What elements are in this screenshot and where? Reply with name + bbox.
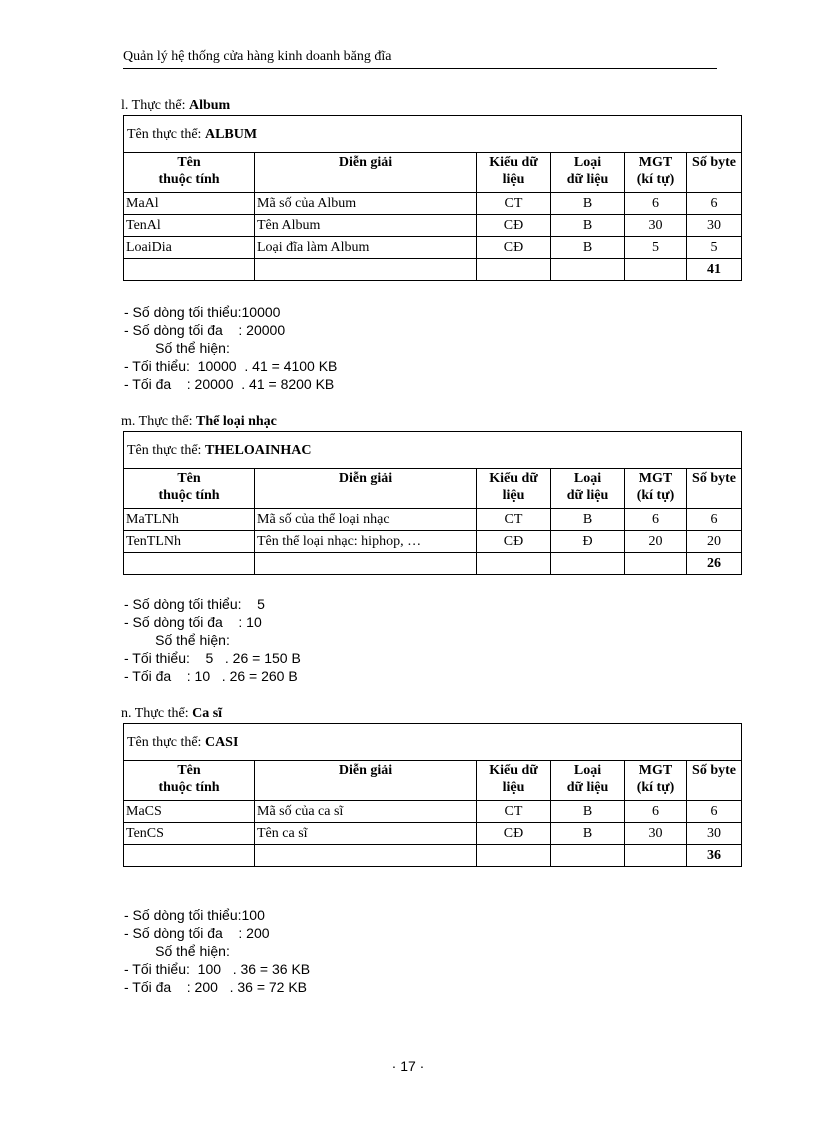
cell: B <box>551 237 625 259</box>
stat-line: - Tối đa : 10 . 26 = 260 B <box>124 668 298 684</box>
stat-line: - Số dòng tối đa : 20000 <box>124 322 286 338</box>
stat-line: - Số dòng tối đa : 200 <box>124 925 270 941</box>
cell: B <box>551 215 625 237</box>
stat-line: - Tối đa : 200 . 36 = 72 KB <box>124 979 308 995</box>
table-row <box>124 801 742 823</box>
stat-line: - Tối thiểu: 5 . 26 = 150 B <box>124 650 301 666</box>
entity-name-cell <box>124 432 742 469</box>
cell: Mã số của Album <box>255 193 477 215</box>
cell: Loại đĩa làm Album <box>255 237 477 259</box>
entity-name: ALBUM <box>204 126 258 142</box>
cell: MaCS <box>124 801 255 823</box>
col-header-attr-name: Tên thuộc tính <box>124 153 255 193</box>
entity-name: THELOAINHAC <box>204 442 312 458</box>
section-entity-title: Ca sĩ <box>192 706 223 721</box>
stats-block <box>124 906 310 996</box>
stat-line: - Tối thiểu: 100 . 36 = 36 KB <box>124 961 311 977</box>
stat-line: Số thể hiện: <box>124 632 230 648</box>
cell: B <box>551 801 625 823</box>
col-header-bytes: Số byte <box>687 469 742 509</box>
cell: CT <box>477 801 551 823</box>
col-header-mgt: MGT (kí tự) <box>625 153 687 193</box>
table-row <box>124 823 742 845</box>
cell: TenCS <box>124 823 255 845</box>
stats-block <box>124 595 301 685</box>
cell: Tên ca sĩ <box>255 823 477 845</box>
section-prefix: m. Thực thể: <box>121 414 196 429</box>
section-title <box>121 706 222 722</box>
cell: 6 <box>625 193 687 215</box>
total-row <box>124 553 742 575</box>
stat-line: - Số dòng tối thiểu:100 <box>124 907 265 923</box>
total-bytes: 26 <box>687 553 742 575</box>
cell: 5 <box>625 237 687 259</box>
cell: B <box>551 823 625 845</box>
table-row <box>124 509 742 531</box>
stat-line: Số thể hiện: <box>124 340 230 356</box>
table-row <box>124 237 742 259</box>
col-header-data-type: Loại dữ liệu <box>551 153 625 193</box>
cell: B <box>551 509 625 531</box>
cell: CĐ <box>477 215 551 237</box>
entity-name-cell <box>124 116 742 153</box>
cell: Tên thể loại nhạc: hiphop, … <box>255 531 477 553</box>
cell: 20 <box>625 531 687 553</box>
col-header-description: Diễn giải <box>255 153 477 193</box>
col-header-bytes: Số byte <box>687 761 742 801</box>
col-header-mgt: MGT (kí tự) <box>625 469 687 509</box>
stat-line: - Số dòng tối đa : 10 <box>124 614 262 630</box>
col-header-data-type: Loại dữ liệu <box>551 761 625 801</box>
col-header-description: Diễn giải <box>255 761 477 801</box>
cell: B <box>551 193 625 215</box>
cell: CĐ <box>477 237 551 259</box>
cell: 30 <box>687 823 742 845</box>
col-header-data-kind: Kiểu dữ liệu <box>477 469 551 509</box>
section-prefix: l. Thực thể: <box>121 98 189 113</box>
stat-line: Số thể hiện: <box>124 943 230 959</box>
total-row <box>124 845 742 867</box>
cell: 30 <box>687 215 742 237</box>
cell: 20 <box>687 531 742 553</box>
cell: 30 <box>625 215 687 237</box>
cell: 6 <box>687 509 742 531</box>
entity-name-cell <box>124 724 742 761</box>
entity-name-label: Tên thực thể: <box>127 734 205 750</box>
cell: MaTLNh <box>124 509 255 531</box>
cell: 30 <box>625 823 687 845</box>
cell: 6 <box>625 801 687 823</box>
col-header-data-kind: Kiểu dữ liệu <box>477 153 551 193</box>
cell: TenAl <box>124 215 255 237</box>
cell: Mã số của ca sĩ <box>255 801 477 823</box>
entity-name-label: Tên thực thể: <box>127 442 205 458</box>
col-header-attr-name: Tên thuộc tính <box>124 761 255 801</box>
entity-name: CASI <box>204 734 239 750</box>
cell: CT <box>477 509 551 531</box>
col-header-data-type: Loại dữ liệu <box>551 469 625 509</box>
total-row <box>124 259 742 281</box>
stats-block <box>124 303 337 393</box>
section-title <box>121 414 277 430</box>
entity-table <box>123 115 742 281</box>
col-header-data-kind: Kiểu dữ liệu <box>477 761 551 801</box>
total-bytes: 36 <box>687 845 742 867</box>
col-header-description: Diễn giải <box>255 469 477 509</box>
cell: Đ <box>551 531 625 553</box>
cell: LoaiDia <box>124 237 255 259</box>
col-header-bytes: Số byte <box>687 153 742 193</box>
cell: 6 <box>687 801 742 823</box>
stat-line: - Tối đa : 20000 . 41 = 8200 KB <box>124 376 335 392</box>
entity-table <box>123 723 742 867</box>
table-row <box>124 531 742 553</box>
total-bytes: 41 <box>687 259 742 281</box>
cell: CT <box>477 193 551 215</box>
col-header-attr-name: Tên thuộc tính <box>124 469 255 509</box>
table-row <box>124 193 742 215</box>
section-prefix: n. Thực thể: <box>121 706 193 721</box>
cell: CĐ <box>477 531 551 553</box>
section-entity-title: Album <box>188 98 231 113</box>
cell: TenTLNh <box>124 531 255 553</box>
cell: CĐ <box>477 823 551 845</box>
entity-table <box>123 431 742 575</box>
table-row <box>124 215 742 237</box>
page-number: · 17 · <box>391 1058 425 1074</box>
col-header-mgt: MGT (kí tự) <box>625 761 687 801</box>
cell: Tên Album <box>255 215 477 237</box>
section-title <box>121 98 230 114</box>
cell: 5 <box>687 237 742 259</box>
stat-line: - Số dòng tối thiểu:10000 <box>124 304 281 320</box>
cell: 6 <box>687 193 742 215</box>
cell: Mã số của thể loại nhạc <box>255 509 477 531</box>
page-header: Quản lý hệ thống cửa hàng kinh doanh băng đĩa <box>123 49 717 69</box>
section-entity-title: Thể loại nhạc <box>195 414 277 429</box>
cell: 6 <box>625 509 687 531</box>
entity-name-label: Tên thực thể: <box>127 126 205 142</box>
cell: MaAl <box>124 193 255 215</box>
stat-line: - Tối thiểu: 10000 . 41 = 4100 KB <box>124 358 338 374</box>
stat-line: - Số dòng tối thiểu: 5 <box>124 596 265 612</box>
